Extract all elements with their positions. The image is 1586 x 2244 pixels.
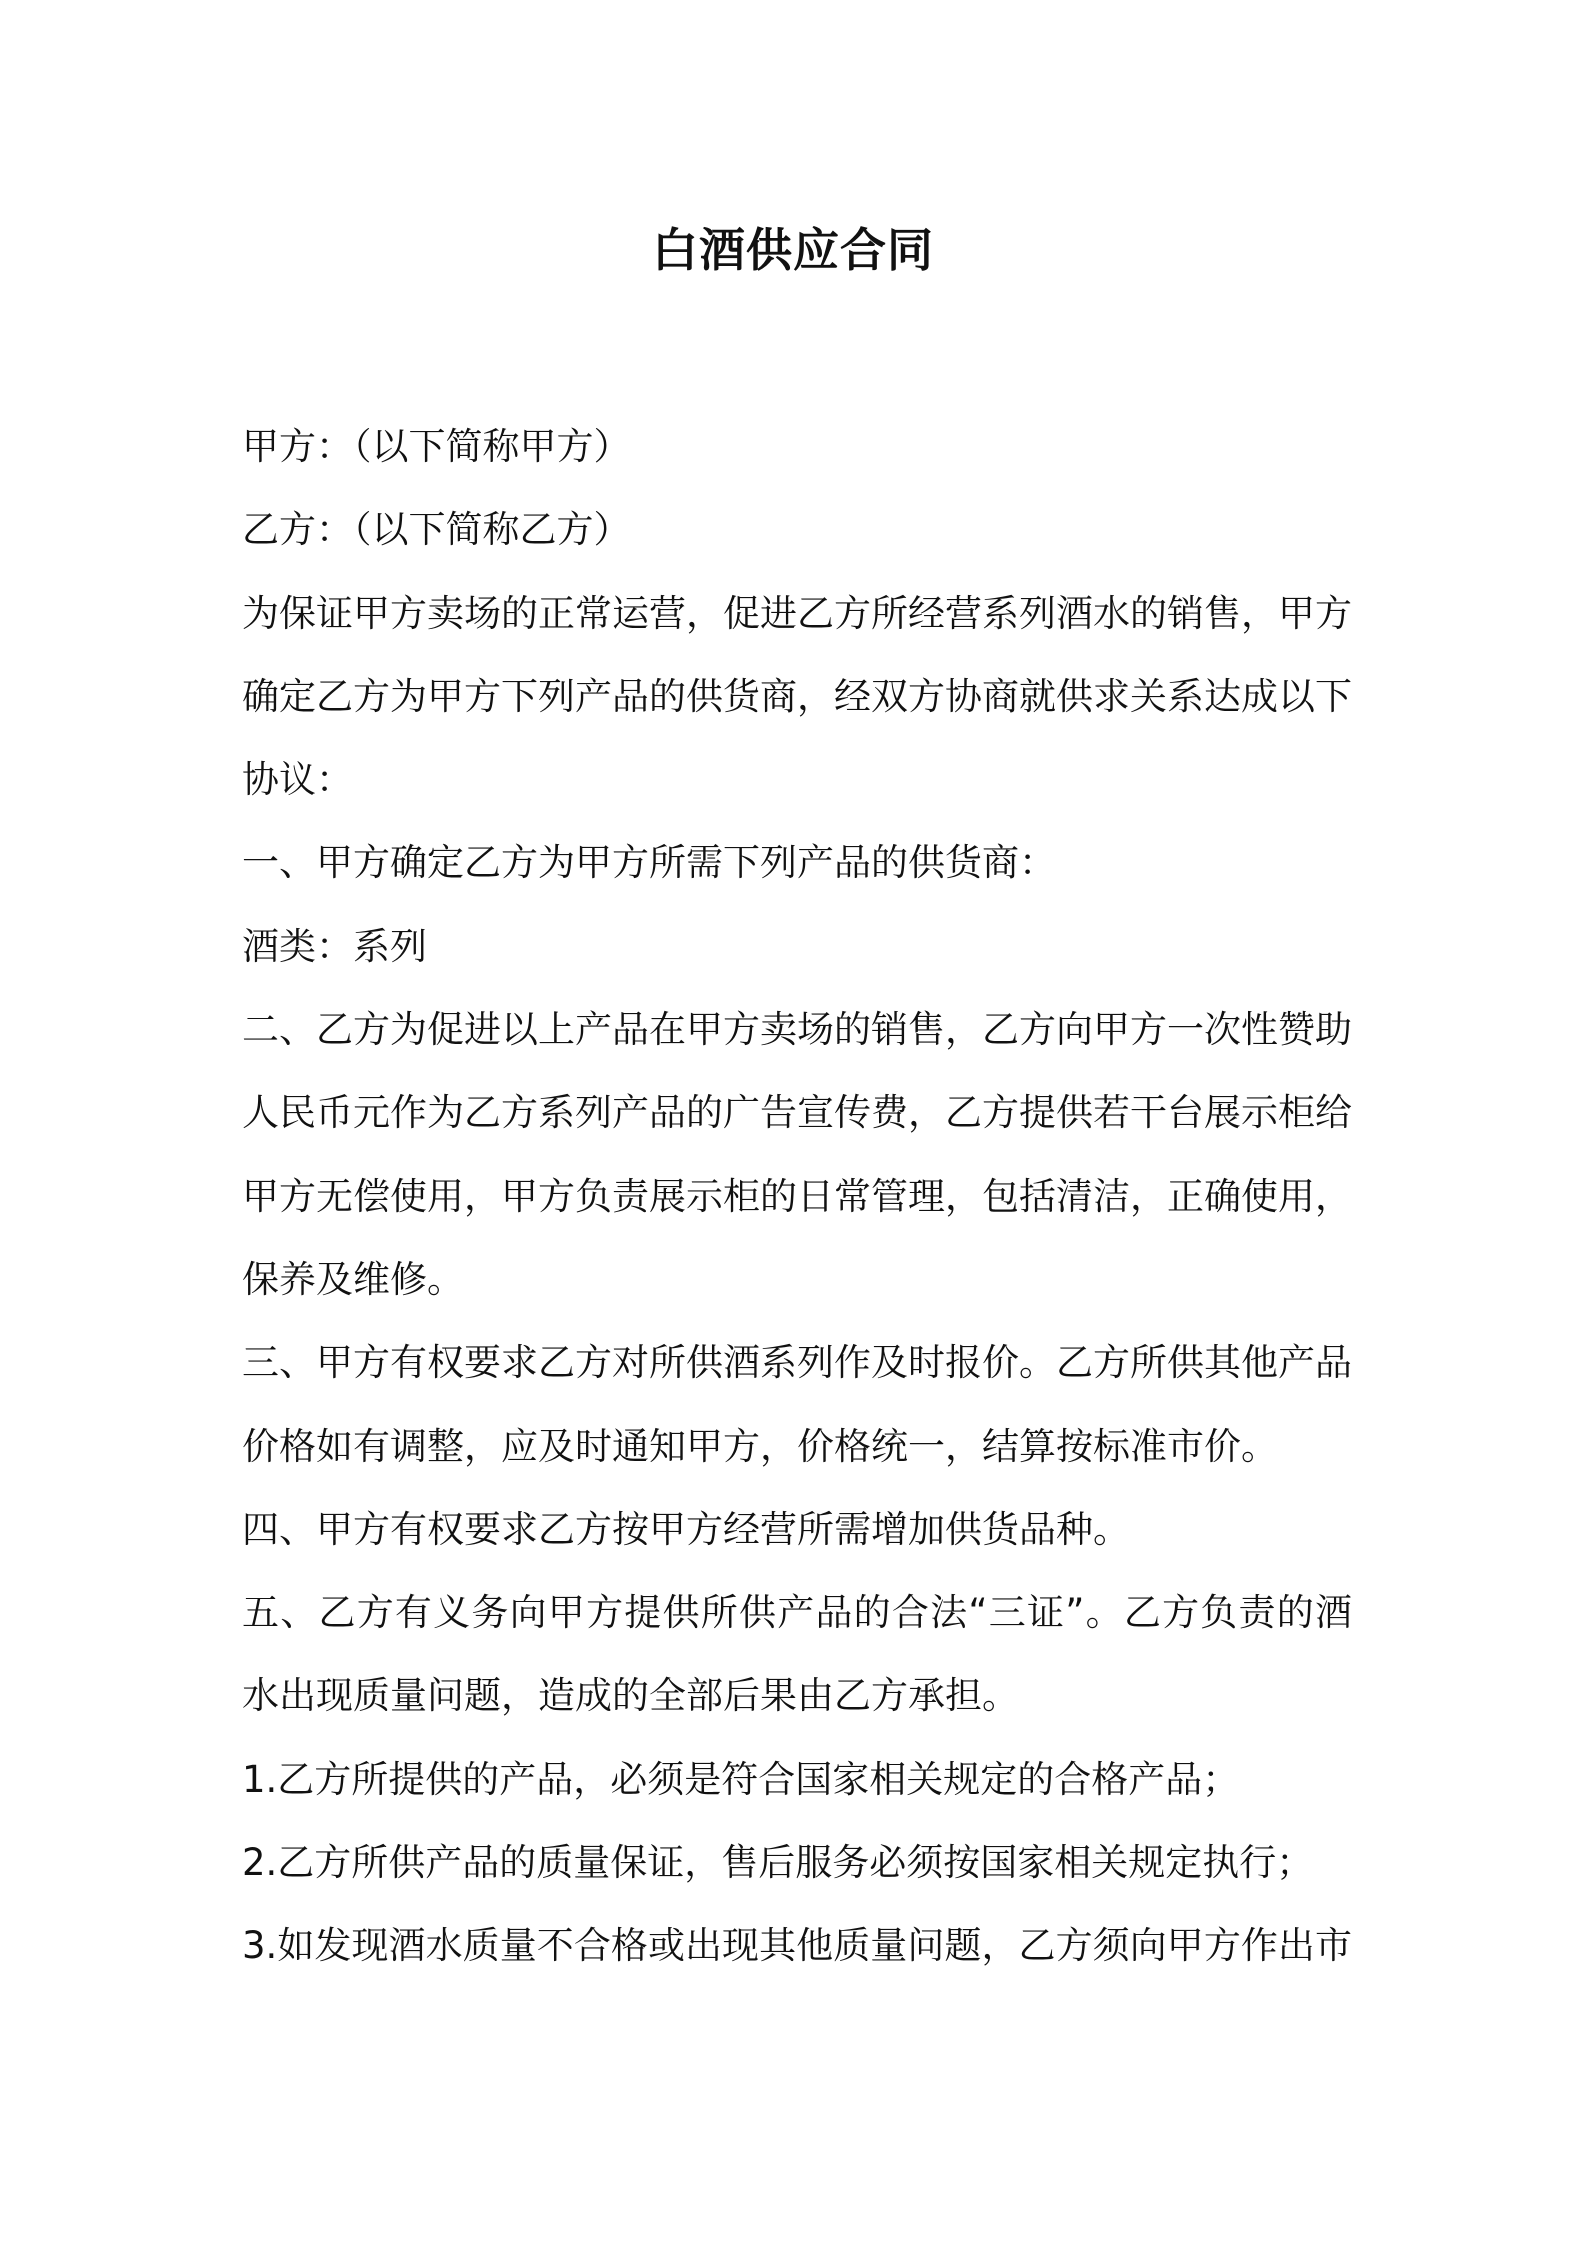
preamble-line: 确定乙方为甲方下列产品的供货商，经双方协商就供求关系达成以下 xyxy=(242,674,1352,718)
preamble-line: 为保证甲方卖场的正常运营，促进乙方所经营系列酒水的销售，甲方 xyxy=(242,591,1352,635)
document-body xyxy=(242,405,1352,1988)
clause-2-line: 甲方无偿使用，甲方负责展示柜的日常管理，包括清洁，正确使用， xyxy=(242,1174,1352,1218)
clause-1-line: 酒类：系列 xyxy=(242,924,427,968)
clause-5-line: 水出现质量问题，造成的全部后果由乙方承担。 xyxy=(242,1674,1019,1718)
party-b-line: 乙方：（以下简称乙方） xyxy=(242,508,631,552)
clause-3-line: 三、甲方有权要求乙方对所供酒系列作及时报价。乙方所供其他产品 xyxy=(242,1341,1352,1385)
clause-5-item-1: 1.乙方所提供的产品，必须是符合国家相关规定的合格产品； xyxy=(242,1757,1240,1801)
clause-5-line: 五、乙方有义务向甲方提供所供产品的合法“三证”。乙方负责的酒 xyxy=(242,1591,1352,1635)
clause-3-line: 价格如有调整，应及时通知甲方，价格统一，结算按标准市价。 xyxy=(242,1424,1278,1468)
clause-1-line: 一、甲方确定乙方为甲方所需下列产品的供货商： xyxy=(242,841,1056,885)
clause-2-line: 二、乙方为促进以上产品在甲方卖场的销售，乙方向甲方一次性赞助 xyxy=(242,1008,1352,1052)
preamble-line: 协议： xyxy=(242,758,353,802)
clause-5-item-3: 3.如发现酒水质量不合格或出现其他质量问题，乙方须向甲方作出市 xyxy=(242,1924,1352,1968)
clause-2-line: 人民币元作为乙方系列产品的广告宣传费，乙方提供若干台展示柜给 xyxy=(242,1091,1352,1135)
clause-2-line: 保养及维修。 xyxy=(242,1257,464,1301)
document-title: 白酒供应合同 xyxy=(652,223,934,277)
clause-5-item-2: 2.乙方所供产品的质量保证，售后服务必须按国家相关规定执行； xyxy=(242,1841,1314,1885)
clause-4-line: 四、甲方有权要求乙方按甲方经营所需增加供货品种。 xyxy=(242,1507,1130,1551)
party-a-line: 甲方：（以下简称甲方） xyxy=(242,425,631,468)
